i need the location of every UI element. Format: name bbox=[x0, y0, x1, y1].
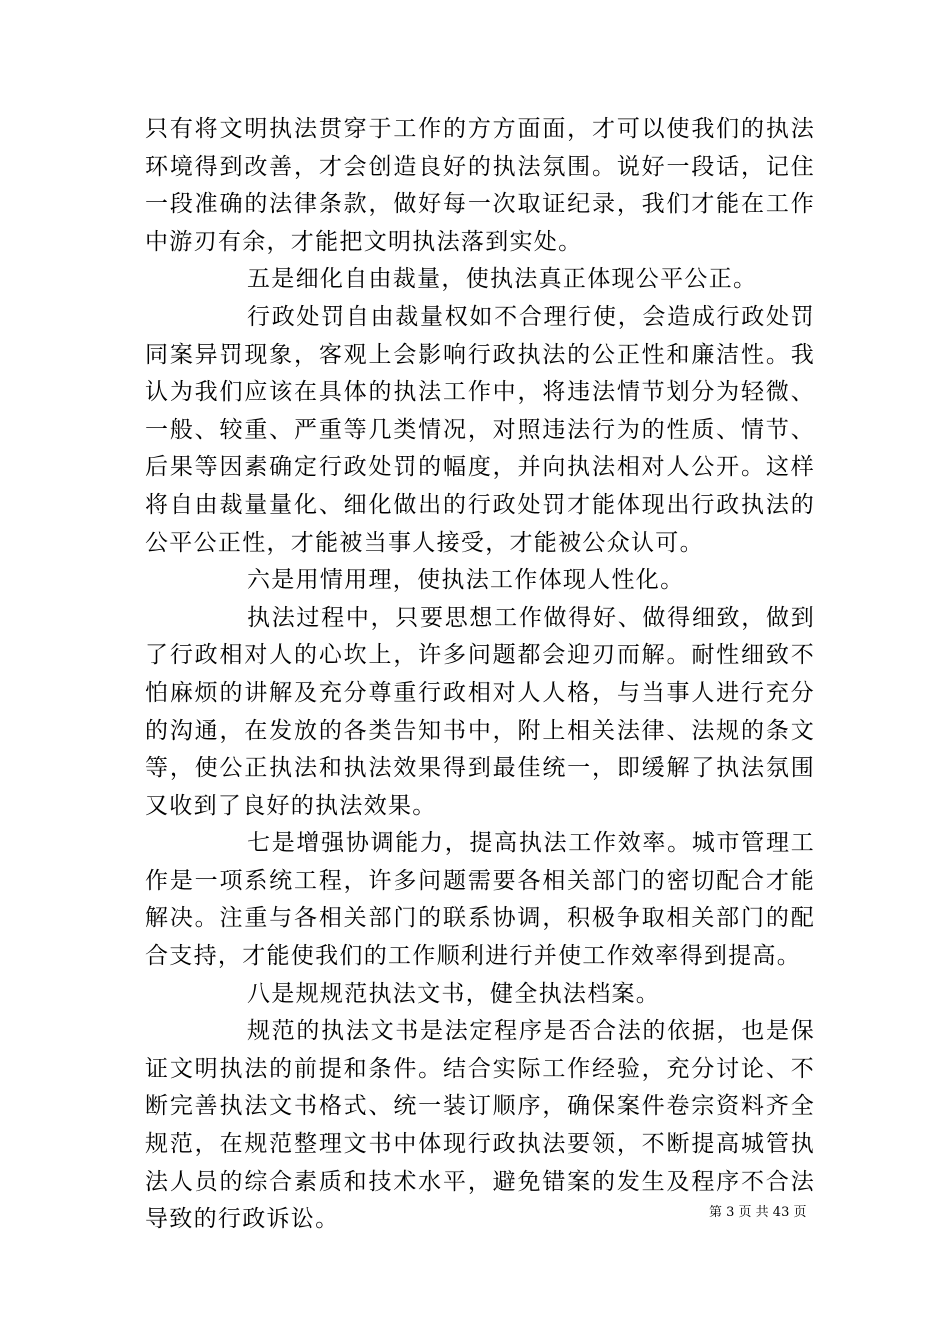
document-body bbox=[145, 111, 815, 1239]
paragraph-humane: 执法过程中，只要思想工作做得好、做得细致，做到了行政相对人的心坎上，许多问题都会迎刃而解。耐性细致不怕麻烦的讲解及充分尊重行政相对人人格，与当事人进行充分的沟通，在发放的各类告知书中，附上相关法律、法规的条文等，使公正执法和执法效果得到最佳统一，即缓解了执法氛围又收到了良好的执法效果。 bbox=[145, 604, 815, 819]
paragraph-1: 只有将文明执法贯穿于工作的方方面面，才可以使我们的执法环境得到改善，才会创造良好的执法氛围。说好一段话，记住一段准确的法律条款，做好每一次取证纪录，我们才能在工作中游刃有余，才能把文明执法落到实处。 bbox=[145, 116, 815, 255]
heading-point-five: 五是细化自由裁量，使执法真正体现公平公正。 bbox=[247, 266, 758, 293]
paragraph-documents: 规范的执法文书是法定程序是否合法的依据，也是保证文明执法的前提和条件。结合实际工作经验，充分讨论、不断完善执法文书格式、统一装订顺序，确保案件卷宗资料齐全规范，在规范整理文书中体现行政执法要领，不断提高城管执法人员的综合素质和技术水平，避免错案的发生及程序不合法导致的行政诉讼。 bbox=[145, 1018, 815, 1233]
heading-point-eight: 八是规规范执法文书，健全执法档案。 bbox=[247, 980, 661, 1007]
paragraph-discretion: 行政处罚自由裁量权如不合理行使，会造成行政处罚同案异罚现象，客观上会影响行政执法的公正性和廉洁性。我认为我们应该在具体的执法工作中，将违法情节划分为轻微、一般、较重、严重等几类情况，对照违法行为的性质、情节、后果等因素确定行政处罚的幅度，并向执法相对人公开。这样将自由裁量量化、细化做出的行政处罚才能体现出行政执法的公平公正性，才能被当事人接受，才能被公众认可。 bbox=[145, 303, 815, 556]
heading-point-six: 六是用情用理，使执法工作体现人性化。 bbox=[247, 567, 685, 594]
paragraph-point-seven: 七是增强协调能力，提高执法工作效率。城市管理工作是一项系统工程，许多问题需要各相关部门的密切配合才能解决。注重与各相关部门的联系协调，积极争取相关部门的配合支持，才能使我们的工作顺利进行并使工作效率得到提高。 bbox=[145, 830, 815, 970]
page-number: 第 3 页 共 43 页 bbox=[709, 1205, 807, 1220]
